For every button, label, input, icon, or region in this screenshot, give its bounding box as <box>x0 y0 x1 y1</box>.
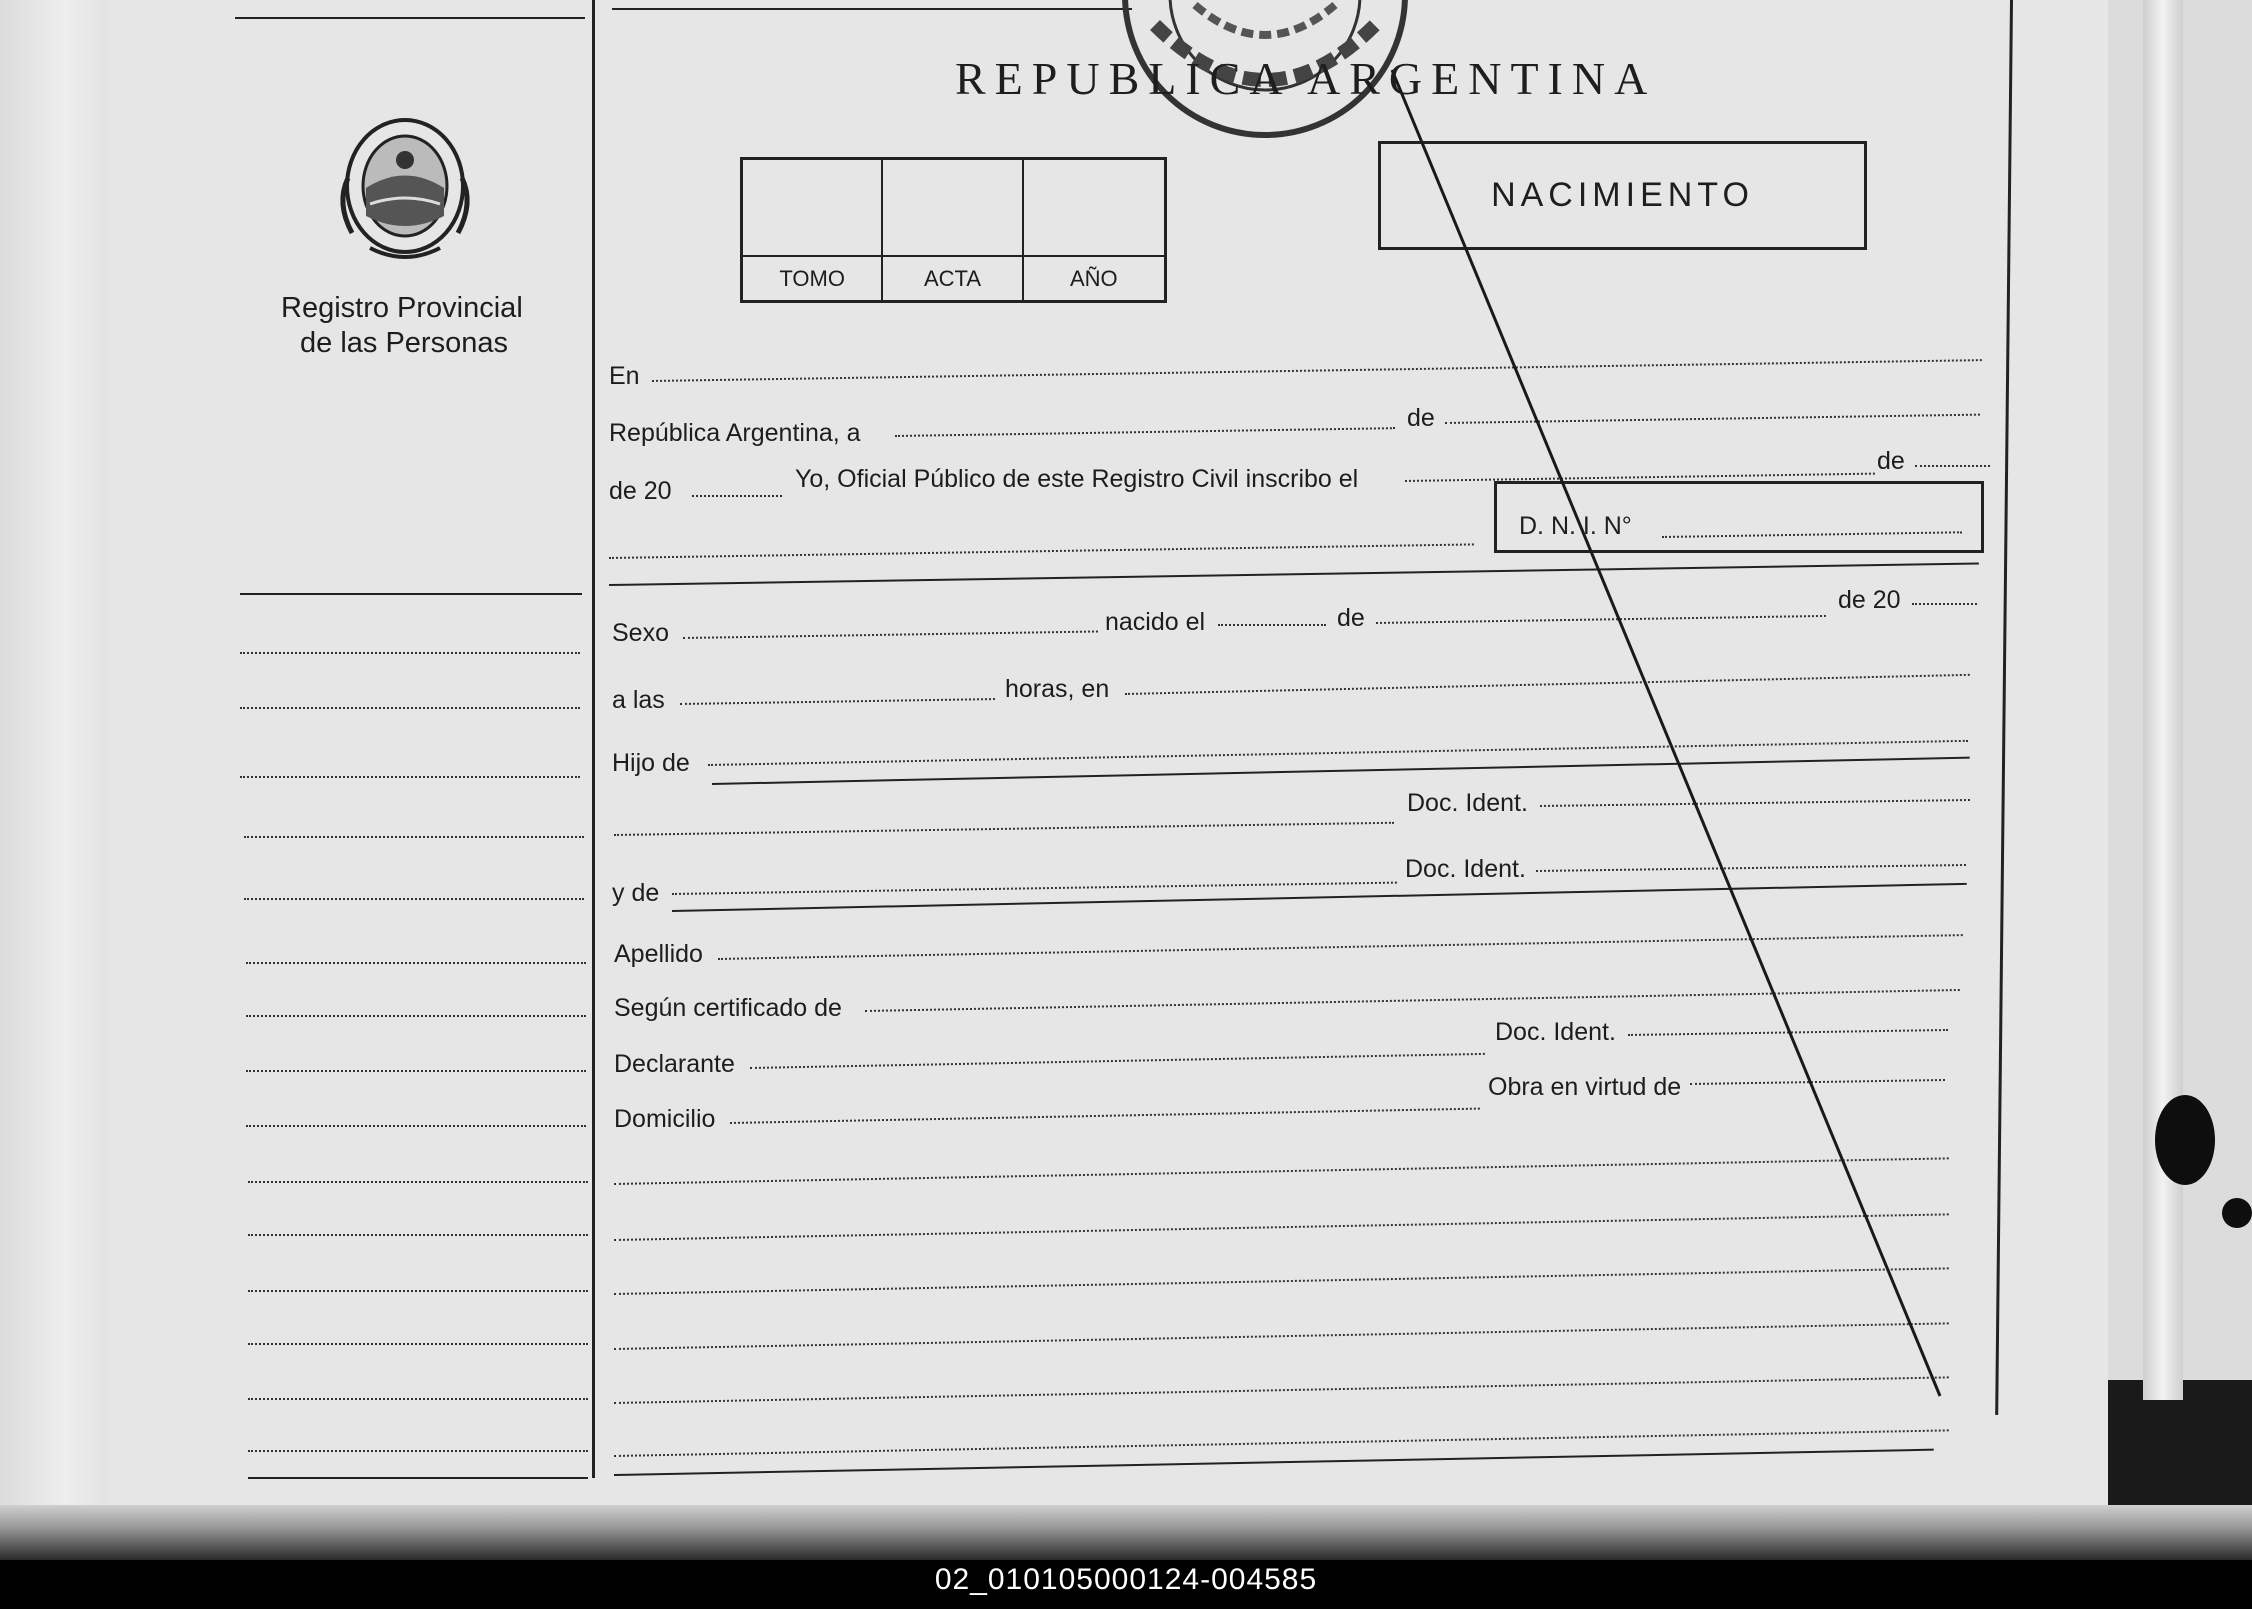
label-de20-1: de 20 <box>609 477 672 505</box>
label-nacido: nacido el <box>1105 608 1206 636</box>
label-de-3: de <box>1337 604 1365 632</box>
label-de-2: de <box>1877 447 1905 475</box>
label-doc-ident-1: Doc. Ident. <box>1407 789 1528 817</box>
page-title: REPUBLICA ARGENTINA <box>955 53 1657 104</box>
label-domicilio: Domicilio <box>614 1105 716 1133</box>
label-de20-2: de 20 <box>1838 586 1901 614</box>
acta-label: ACTA <box>883 257 1023 300</box>
registry-name-line2: de las Personas <box>300 327 508 359</box>
label-horas: horas, en <box>1005 675 1110 703</box>
ano-label: AÑO <box>1069 265 1118 291</box>
tomo-label: TOMO <box>743 257 883 300</box>
label-doc-ident-3: Doc. Ident. <box>1495 1018 1616 1046</box>
label-sexo: Sexo <box>612 619 669 647</box>
image-id-label: 02_010105000124-004585 <box>934 1563 1318 1596</box>
label-declarante: Declarante <box>614 1050 735 1078</box>
label-de-1: de <box>1407 404 1435 432</box>
label-obra-en-virtud: Obra en virtud de <box>1488 1073 1682 1101</box>
act-type-box: NACIMIENTO <box>1378 141 1867 250</box>
label-a-las: a las <box>612 686 665 714</box>
label-doc-ident-2: Doc. Ident. <box>1405 855 1526 883</box>
label-segun-certificado: Según certificado de <box>614 994 842 1022</box>
label-hijo-de: Hijo de <box>612 749 690 777</box>
label-apellido: Apellido <box>614 940 703 968</box>
registry-name-line1: Registro Provincial <box>281 292 523 324</box>
label-dni: D. N. I. N° <box>1519 512 1632 540</box>
label-en: En <box>609 362 640 390</box>
label-republica: República Argentina, a <box>609 419 861 447</box>
label-y-de: y de <box>612 879 660 907</box>
label-oficial: Yo, Oficial Público de este Registro Civil inscribo el <box>795 465 1359 493</box>
